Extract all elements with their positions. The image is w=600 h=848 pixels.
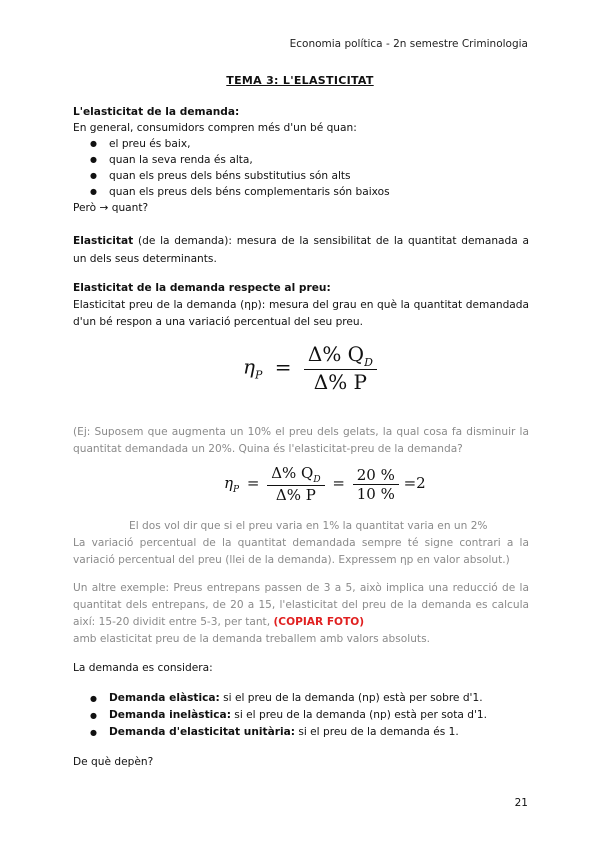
list-item: ● quan la seva renda és alta, [73,152,529,168]
formula-equals: = [274,354,292,379]
explanation-line: El dos vol dir que si el preu varia en 1% la quantitat varia en un 2% [129,520,488,532]
formula-equals: = [246,474,260,492]
question-text: Però → quant? [73,202,149,214]
formula-fraction [267,464,324,504]
section-heading: Elasticitat de la demanda respecte al preu: [73,282,331,294]
numerator-subscript: D [313,475,321,485]
price-elasticity-definition: Elasticitat preu de la demanda (ηp): mesura del grau en què la quantitat demandada d'un bé respon a una variació percentual del seu preu. [73,299,529,328]
formula-eta: η [243,354,255,379]
example-text: Un altre exemple: Preus entrepans passen de 3 a 5, això implica una reducció de la quantitat dels entrepans, de 20 a 15, l'elasticitat del preu de la demanda es calcula així: 15-20 dividit entre 5-3, per tant, [73,582,529,628]
type-desc: si el preu de la demanda és 1. [294,726,459,738]
explanation-paragraph: La variació percentual de la quantitat demandada sempre té signe contrari a la variació percentual del preu (llei de la demanda). Expressem ηp en valor absolut.) [73,537,529,566]
page-number: 21 [514,797,528,809]
formula-numerator [267,464,324,486]
list-item: ● quan els preus dels béns substitutius són alts [73,168,529,184]
formula-equals-2: = [332,474,345,492]
formula-subscript: P [233,485,240,495]
formula-result: =2 [403,474,426,492]
definition-paragraph [73,232,529,268]
numerator-text: Δ% Q [271,464,314,482]
definition-term: Elasticitat [73,235,134,247]
example-sandwiches [73,580,529,648]
elasticity-formula [243,342,377,394]
formula-numerator-value: 20 % [353,466,399,485]
section-heading: L'elasticitat de la demanda: [73,106,240,118]
type-term: Demanda inelàstica: [109,709,231,721]
numerator-text: Δ% Q [307,342,365,366]
definition-text: (de la demanda): mesura de la sensibilitat de la quantitat demanada a un dels seus determinants. [73,235,529,265]
example-ice-cream: (Ej: Suposem que augmenta un 10% el preu dels gelats, la qual cosa fa disminuir la quantitat demandada un 20%. Quina és l'elasticitat-preu de la demanda? [73,426,529,455]
explanation-block [73,518,529,569]
formula-numerator [304,342,377,370]
copy-photo-note: (COPIAR FOTO) [273,616,365,628]
page-header: Economia política - 2n semestre Criminologia [289,38,528,50]
list-item [73,690,529,707]
list-item [73,724,529,741]
list-item [73,707,529,724]
type-desc: si el preu de la demanda (np) està per sobre d'1. [219,692,483,704]
intro-text: En general, consumidors compren més d'un bé quan: [73,122,357,134]
demand-considered: La demanda es considera: [73,662,213,674]
demand-types-list [73,690,529,741]
conditions-list [73,136,529,200]
formula-denominator-value: 10 % [356,484,395,503]
formula-subscript: P [254,368,263,382]
formula-denominator: Δ% P [275,486,316,504]
example-formula [224,464,426,504]
numerator-subscript: D [364,356,373,369]
example-last-line: amb elasticitat preu de la demanda treballem amb valors absoluts. [73,633,430,645]
list-item: ● quan els preus dels béns complementaris són baixos [73,184,529,200]
depends-question: De què depèn? [73,756,154,768]
formula-denominator: Δ% P [313,370,368,394]
formula-eta: η [224,474,233,492]
formula-fraction [304,342,377,394]
demand-types [73,690,529,741]
section-price-elasticity [73,280,529,331]
section-demand-elasticity [73,104,529,216]
type-term: Demanda d'elasticitat unitària: [109,726,295,738]
type-desc: si el preu de la demanda (np) està per sota d'1. [230,709,488,721]
type-term: Demanda elàstica: [109,692,220,704]
page-title: TEMA 3: L'ELASTICITAT [226,74,374,87]
formula-fraction-values [353,466,399,503]
list-item: ● el preu és baix, [73,136,529,152]
